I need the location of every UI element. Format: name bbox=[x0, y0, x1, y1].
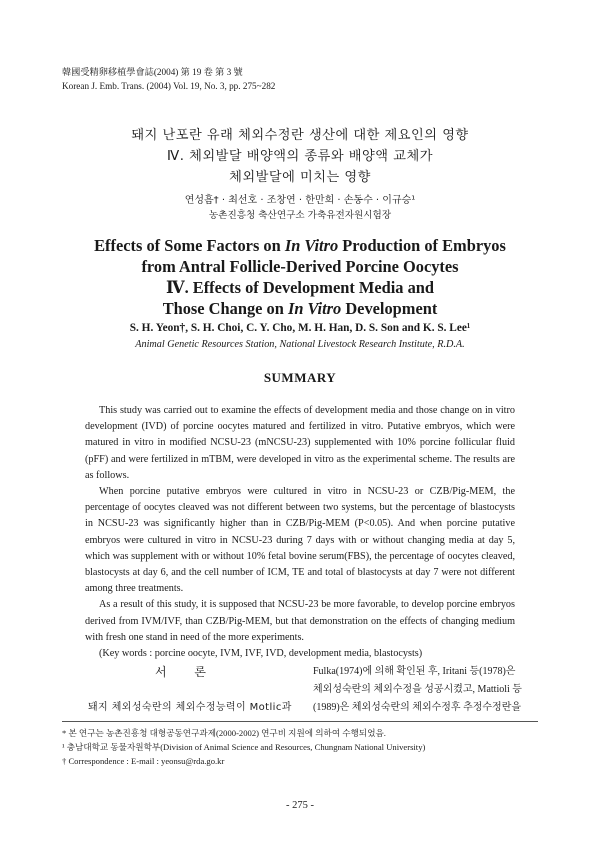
introduction-heading: 서 론 bbox=[155, 665, 218, 679]
right-column-line: 체외성숙란의 체외수정을 성공시켰고, Mattioli 등 bbox=[313, 684, 522, 695]
journal-citation-english: Korean J. Emb. Trans. (2004) Vol. 19, No. 3, pp. 275~282 bbox=[62, 81, 276, 91]
footnote-divider bbox=[62, 721, 538, 722]
korean-title-line3: 체외발달에 미치는 영향 bbox=[229, 170, 371, 185]
summary-paragraph: When porcine putative embryos were cultured in vitro in NCSU-23 or CZB/Pig-MEM, the percentage of oocytes cleaved was not different between two systems, but the percentage of blastocysts in NCSU-23 was significantly higher than in CZB/Pig-MEM (P<0.05). And when porcine putative embryos were cultured in vitro in NCSU-23 during 7 days with or without changing media at day 5, which was supplement with or without 10% fetal bovine serum(FBS), the percentage of oocytes cleaved, blastocysts at day 6, and the cell number of ICM, TE and total of blastocysts at day 7 were not different among three treatments. bbox=[85, 486, 515, 595]
footnote-affiliation: ¹ 충남대학교 동물자원학부(Division of Animal Science and Resources, Chungnam National University) bbox=[62, 742, 426, 752]
korean-affiliation: 농촌진흥청 축산연구소 가축유전자원시험장 bbox=[208, 210, 392, 221]
korean-title-line1: 돼지 난포란 유래 체외수정란 생산에 대한 제요인의 영향 bbox=[131, 128, 469, 143]
korean-title-line2: Ⅳ. 체외발달 배양액의 종류와 배양액 교체가 bbox=[167, 149, 433, 164]
key-words: (Key words : porcine oocyte, IVM, IVF, IVD, development media, blastocysts) bbox=[99, 648, 423, 660]
english-title-line1: Effects of Some Factors on In Vitro Production of Embryos bbox=[94, 236, 506, 255]
footnote-correspondence: † Correspondence : E-mail : yeonsu@rda.go.kr bbox=[62, 756, 225, 766]
right-column-text bbox=[313, 663, 529, 717]
summary-paragraph: As a result of this study, it is supposed that NCSU-23 be more favorable, to develop porcine embryos derived from IVM/IVF, than CZB/Pig-MEM, but that demonstration on the effects of changing medium with fresh one stand in need of the more experiments. bbox=[85, 599, 515, 643]
summary-heading: SUMMARY bbox=[263, 370, 337, 385]
english-authors: S. H. Yeon†, S. H. Choi, C. Y. Cho, M. H. Han, D. S. Son and K. S. Lee¹ bbox=[129, 322, 471, 334]
english-title-line2: from Antral Follicle-Derived Porcine Oocytes bbox=[141, 257, 459, 276]
footnote-funding: * 본 연구는 농촌진흥청 대형공동연구과제(2000-2002) 연구비 지원에 의하여 수행되었음. bbox=[62, 728, 386, 738]
english-title-line4: Those Change on In Vitro Development bbox=[162, 299, 438, 318]
summary-paragraph: This study was carried out to examine the effects of development media and those change on in vitro development (IVD) of porcine oocytes matured and fertilized in vitro. Putative embryos, which were matured in vitro in modified NCSU-23 (mNCSU-23) supplemented with 10% porcine follicular fluid (pFF) and were fertilized in mTBM, were developed in vitro as the experimental scheme. The results are as follows. bbox=[85, 405, 515, 481]
journal-citation-korean: 韓國受精卵移植學會誌(2004) 第 19 卷 第 3 號 bbox=[62, 67, 243, 77]
summary-body bbox=[85, 403, 515, 662]
right-column-line: (1989)은 체외성숙란의 체외수정후 추정수정란을 bbox=[313, 702, 522, 713]
korean-authors: 연성흠† · 최선호 · 조창연 · 한만희 · 손동수 · 이규승¹ bbox=[184, 195, 416, 206]
english-title-line3: Ⅳ. Effects of Development Media and bbox=[165, 278, 435, 297]
page-number: - 275 - bbox=[286, 800, 314, 811]
right-column-line: Fulka(1974)에 의해 확인된 후, Iritani 등(1978)은 bbox=[313, 666, 516, 677]
left-column-text: 돼지 체외성숙란의 체외수정능력이 Motlic과 bbox=[88, 702, 292, 713]
english-affiliation: Animal Genetic Resources Station, National Livestock Research Institute, R.D.A. bbox=[135, 339, 465, 350]
